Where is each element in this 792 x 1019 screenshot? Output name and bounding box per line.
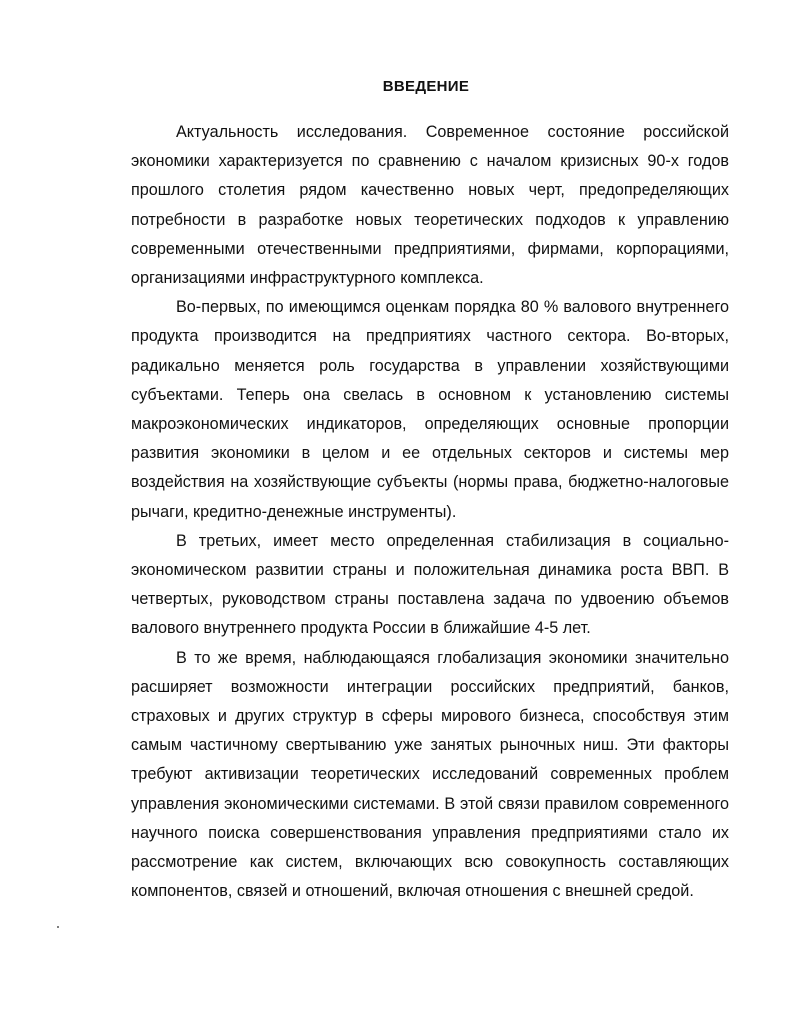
paragraph-third-fourth: В третьих, имеет место определенная стабилизация в социально-экономическом развитии страны и положительная динамика роста ВВП. В четвертых, руководством страны поставлена задача по удвоению объемов валового внутреннего продукта России в ближайшие 4-5 лет. — [131, 531, 729, 638]
paragraph-first-second: Во-первых, по имеющимся оценкам порядка 80 % валового внутреннего продукта производится на предприятиях частного сектора. Во-вторых, радикально меняется роль государства в управлении хозяйствующими субъектами. Теперь она свелась в основном к установлению системы макроэкономических индикаторов, определяющих основные пропорции развития экономики в целом и ее отдельных секторов и системы мер воздействия на хозяйствующие субъекты (нормы права, бюджетно-налоговые рычаги, кредитно-денежные инструменты). — [131, 298, 729, 521]
scan-speck — [57, 926, 59, 928]
body-text — [131, 118, 729, 906]
paragraph-relevance: Актуальность исследования. Современное состояние российской экономики характеризуется по сравнению с началом кризисных 90-х годов прошлого столетия рядом качественно новых черт, предопределяющих потребности в разработке новых теоретических подходов к управлению современными отечественными предприятиями, фирмами, корпорациями, организациями инфраструктурного комплекса. — [131, 123, 729, 288]
section-heading: ВВЕДЕНИЕ — [382, 78, 470, 95]
paragraph-globalization: В то же время, наблюдающаяся глобализация экономики значительно расширяет возможности интеграции российских предприятий, банков, страховых и других структур в сферы мирового бизнеса, способствуя этим самым частичному свертыванию уже занятых рыночных ниш. Эти факторы требуют активизации теоретических исследований современных проблем управления экономическими системами. В этой связи правилом современного научного поиска совершенствования управления предприятиями стало их рассмотрение как систем, включающих всю совокупность составляющих компонентов, связей и отношений, включая отношения с внешней средой. — [131, 648, 729, 901]
